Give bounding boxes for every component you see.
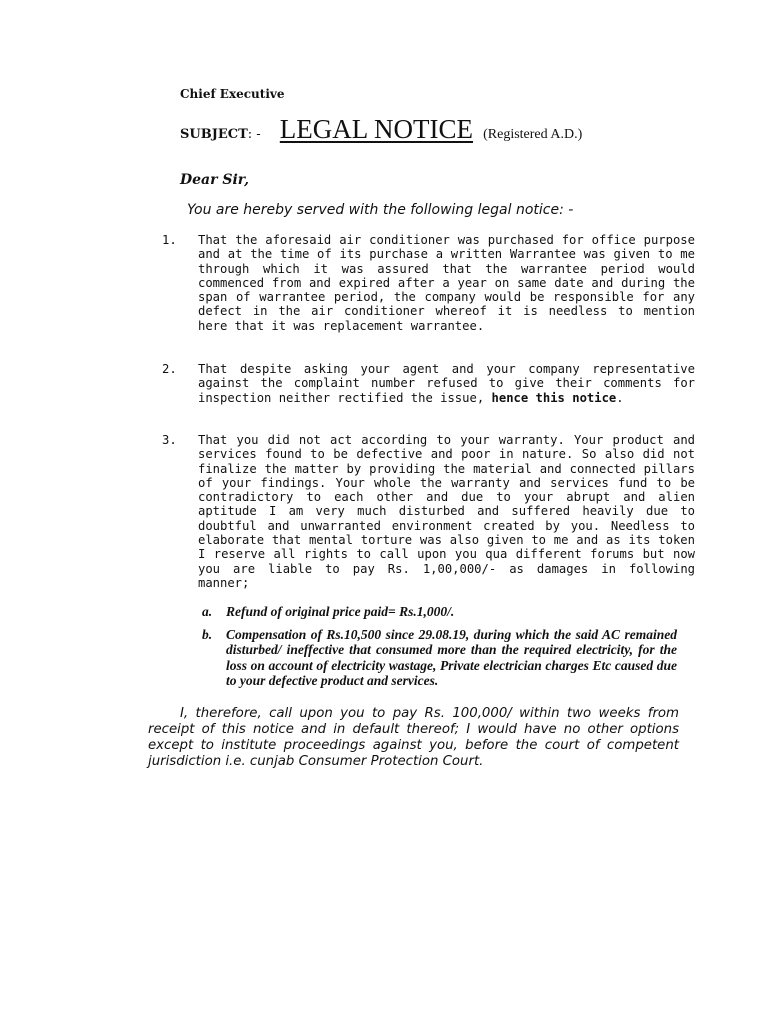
salutation: Dear Sir,: [180, 172, 250, 188]
damages-item: [202, 627, 677, 689]
subject-label: SUBJECT: [180, 127, 248, 142]
item-text: Compensation of Rs.10,500 since 29.08.19, during which the said AC remained disturbed/ ineffective that consumed more than the required electricity, for the loss on account of electricity wastage, Private electrician charges Etc caused due to your defective product and services.: [226, 626, 677, 688]
item-marker: b.: [202, 626, 213, 642]
damages-list: [202, 604, 677, 696]
point-text: That despite asking your agent and your company representative against the complaint number refused to give their comments for inspection neither rectified the issue,: [198, 362, 695, 405]
point-text: That the aforesaid air conditioner was purchased for office purpose and at the time of its purchase a written Warrantee was given to me through which it was assured that the warrantee period would commenced from and expired after a year on same date and during the span of warrantee period, the company would be responsible for any defect in the air conditioner whereof it is needless to mention here that it was replacement warrantee.: [198, 233, 695, 333]
point-3: [162, 433, 695, 590]
subject-note: (Registered A.D.): [483, 127, 583, 142]
point-tail: .: [616, 390, 624, 405]
damages-item: [202, 604, 677, 620]
point-number: 2.: [162, 362, 177, 376]
point-highlight: hence this notice: [491, 390, 617, 405]
point-1: [162, 233, 695, 333]
subject-title: LEGAL NOTICE: [279, 114, 474, 144]
item-text: Refund of original price paid= Rs.1,000/.: [226, 604, 455, 619]
addressee: Chief Executive: [180, 87, 285, 101]
point-text: That you did not act according to your warranty. Your product and services found to be defective and poor in nature. So also did not finalize the matter by providing the material and connected pillars of your findings. Your whole the warranty and services fund to be contradictory to each other and due to your abrupt and alien aptitude I am very much disturbed and suffered heavily due to doubtful and unwarranted environment created by you. Needless to elaborate that mental torture was also given to me and as its token I reserve all rights to call upon you qua different forums but now you are liable to pay Rs. 1,00,000/- as damages in following manner;: [198, 433, 695, 590]
point-2: [162, 362, 695, 405]
subject-line: [180, 114, 582, 145]
point-number: 1.: [162, 233, 177, 247]
point-number: 3.: [162, 433, 177, 447]
closing-paragraph: I, therefore, call upon you to pay Rs. 100,000/ within two weeks from receipt of this notice and in default thereof; I would have no other options except to institute proceedings against you, before the court of competent jurisdiction i.e. cunjab Consumer Protection Court.: [148, 706, 679, 769]
intro-line: You are hereby served with the following legal notice: -: [187, 202, 574, 218]
subject-separator: : -: [247, 127, 261, 142]
item-marker: a.: [202, 604, 213, 619]
